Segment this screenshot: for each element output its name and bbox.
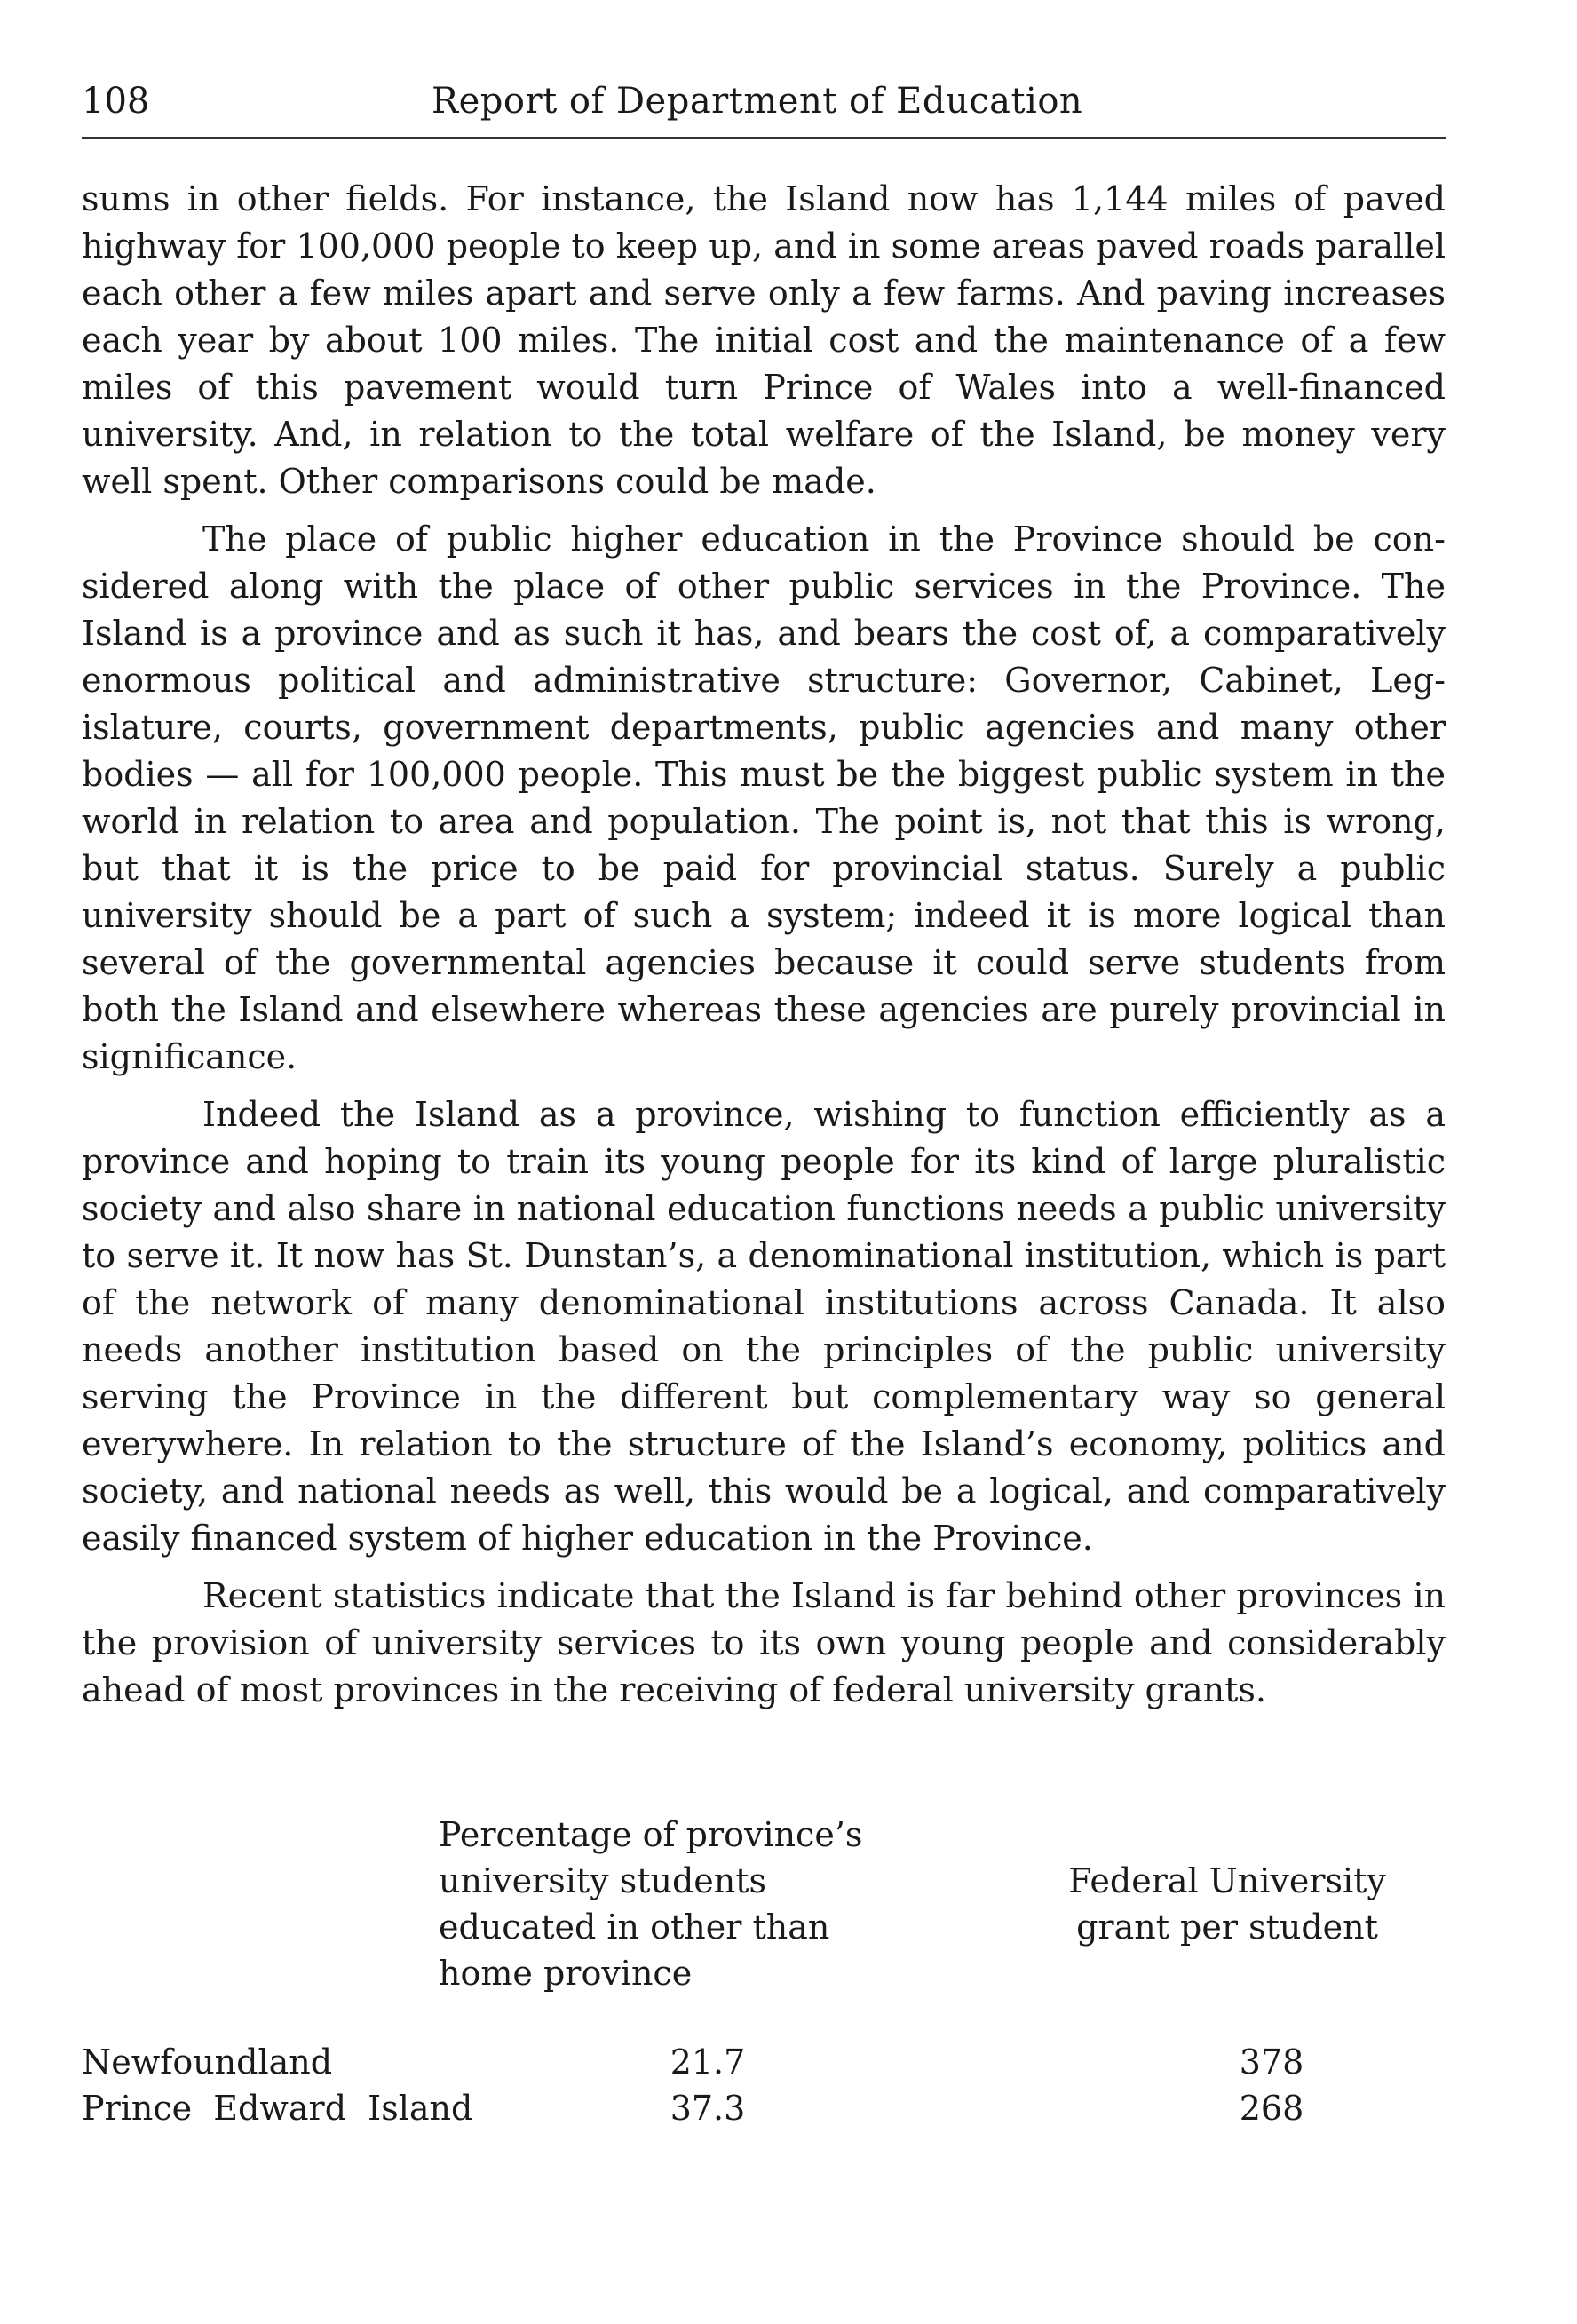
column-header-line: university students <box>439 1861 766 1900</box>
table-row <box>82 2085 1446 2131</box>
running-title: Report of Department of Education <box>432 81 1083 122</box>
column-header-line: Percentage of province’s <box>439 1815 863 1854</box>
paragraph-1: sums in other fields. For instance, the Island now has 1,144 miles of paved highway for 100,000 people to keep up, and in some areas paved roads parallel each other a few miles apart and serve only a few farms. And paving increases each year by about 100 miles. The initial cost and the maintenance of a few miles of this pavement would turn Prince of Wales into a well-financed university. And, in relation to the total welfare of the Island, be money very well spent. Other comparisons could be made. <box>82 179 1446 501</box>
page-header <box>82 78 1446 124</box>
column-header-percentage <box>439 1812 936 1996</box>
grant-value: 268 <box>1239 2089 1304 2128</box>
province-name: Prince Edward Island <box>82 2089 473 2128</box>
percentage-value: 21.7 <box>670 2042 746 2082</box>
percentage-value: 37.3 <box>670 2089 746 2128</box>
column-header-line: educated in other than <box>439 1908 830 1947</box>
paragraph-3: Indeed the Island as a province, wishing to function efficiently as a province and hoping to train its young people for its kind of large pluralistic society and also share in national education functions needs a public university to serve it. It now has St. Dunstan’s, a denominational institution, which is part of the network of many denominational institutions across Canada. It also needs another institution based on the principles of the public university serving the Province in the different but complementary way so general everywhere. In relation to the structure of the Island’s economy, politics and society, and national needs as well, this would be a logical, and comparatively easily financed system of higher education in the Province. <box>82 1095 1446 1558</box>
column-header-line: Federal University <box>1068 1861 1386 1900</box>
body-text <box>82 176 1446 1714</box>
column-header-line: grant per student <box>1076 1908 1378 1947</box>
column-header-line: home province <box>439 1954 693 1993</box>
province-name: Newfoundland <box>82 2042 333 2082</box>
paragraph-2: The place of public higher education in the Province should be considered along with the place of other public services in the Province. The Island is a province and as such it has, and bears the cost of, a comparatively enormous political and administrative structure: Governor, Cabinet, Legislature, courts, government departments, public agencies and many other bodies — all for 100,000 people. This must be the biggest public system in the world in relation to area and population. The point is, not that this is wrong, but that it is the price to be paid for provincial status. Surely a public university should be a part of such a system; indeed it is more logical than several of the governmental agencies because it could serve students from both the Island and elsewhere whereas these agencies are purely provincial in significance. <box>82 520 1446 1076</box>
table-row <box>82 2039 1446 2085</box>
paragraph-4: Recent statistics indicate that the Island is far behind other provinces in the provision of university services to its own young people and considerably ahead of most provinces in the receiving of federal university grants. <box>82 1576 1446 1709</box>
column-header-grant <box>1023 1858 1431 1950</box>
grant-value: 378 <box>1239 2042 1304 2082</box>
header-rule <box>82 137 1446 139</box>
page-number: 108 <box>82 81 150 122</box>
